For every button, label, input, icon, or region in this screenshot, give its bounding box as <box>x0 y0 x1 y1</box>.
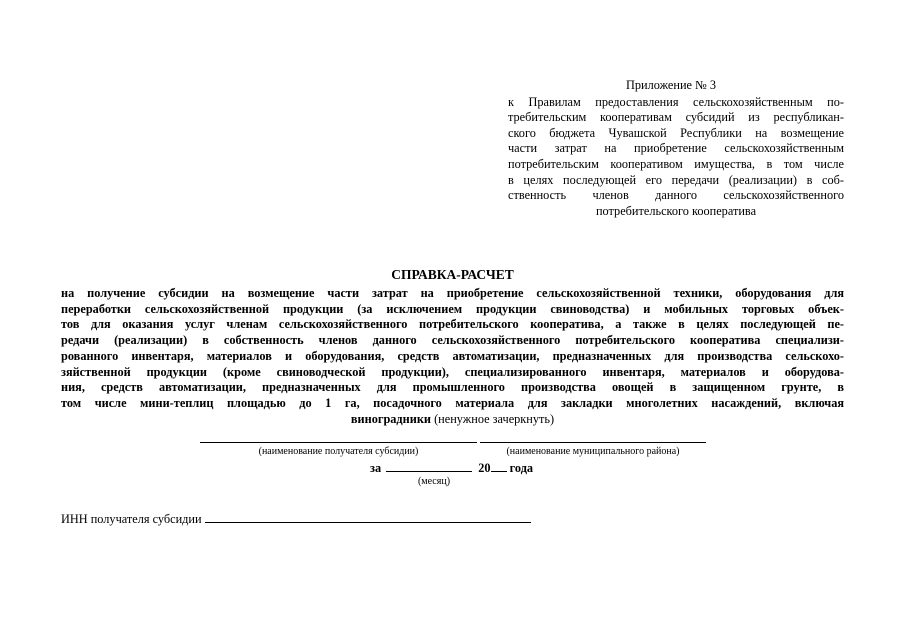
subtitle-line: зяйственной продукции (кроме свиноводческой продукции), специализированного инвентаря, материалов и оборудова- <box>61 364 844 379</box>
year-field[interactable] <box>491 460 507 472</box>
district-caption: (наименование муниципального района) <box>506 446 680 457</box>
appendix-line: ского бюджета Чувашской Республики на возмещение <box>508 125 844 140</box>
subtitle-line: переработки сельскохозяйственной продукции (за исключением продукции свиноводства) и мобильных торговых объек- <box>61 301 844 316</box>
subtitle-strike-note: (ненужное зачеркнуть) <box>431 411 555 426</box>
document-subtitle <box>61 286 844 427</box>
appendix-block <box>508 78 844 219</box>
appendix-line: потребительского кооператива <box>595 203 757 218</box>
month-caption: (месяц) <box>417 476 451 487</box>
appendix-line: части затрат на приобретение сельскохозяйственным <box>508 141 844 156</box>
appendix-line: требительским кооперативам субсидий из республикан- <box>508 110 844 125</box>
period-prefix: за <box>370 461 382 475</box>
appendix-line: потребительским кооперативом имущества, в том числе <box>508 156 844 171</box>
subtitle-line: том числе мини-теплиц площадью до 1 га, посадочного материала для закладки многолетних насаждений, включая <box>61 395 844 410</box>
month-field[interactable] <box>386 460 472 472</box>
subtitle-line: на получение субсидии на возмещение части затрат на приобретение сельскохозяйственной техники, оборудования для <box>61 286 844 300</box>
recipient-caption: (наименование получателя субсидии) <box>258 446 419 457</box>
appendix-line: к Правилам предоставления сельскохозяйственным по- <box>508 94 844 109</box>
subtitle-line: ния, средств автоматизации, предназначенных для промышленного производства овощей в защищенном грунте, в <box>61 380 844 395</box>
appendix-title: Приложение № 3 <box>626 78 717 92</box>
appendix-line: в целях последующей его передачи (реализации) в соб- <box>508 172 844 187</box>
period-line <box>370 460 533 476</box>
inn-label: ИНН получателя субсидии <box>61 512 202 526</box>
period-suffix: года <box>509 461 534 475</box>
inn-field[interactable] <box>205 511 531 523</box>
district-name-field[interactable] <box>480 432 706 443</box>
subtitle-vineyards: виноградники <box>350 411 431 426</box>
period-year-prefix: 20 <box>478 461 491 475</box>
subtitle-line: тов для оказания услуг членам сельскохозяйственного потребительского кооператива, а также в целях последующей пе- <box>61 317 844 332</box>
subtitle-line: редачи (реализации) в собственность членов данного сельскохозяйственного потребительского кооператива специализи- <box>61 333 844 348</box>
recipient-name-field[interactable] <box>200 432 477 443</box>
appendix-line: ственность членов данного сельскохозяйственного <box>508 188 844 203</box>
subtitle-line: рованного инвентаря, материалов и оборудования, средств автоматизации, предназначенных для производства сельскохо- <box>61 348 844 363</box>
document-title: СПРАВКА-РАСЧЕТ <box>391 267 514 282</box>
subtitle-last-line <box>61 412 844 428</box>
inn-line <box>61 511 531 527</box>
